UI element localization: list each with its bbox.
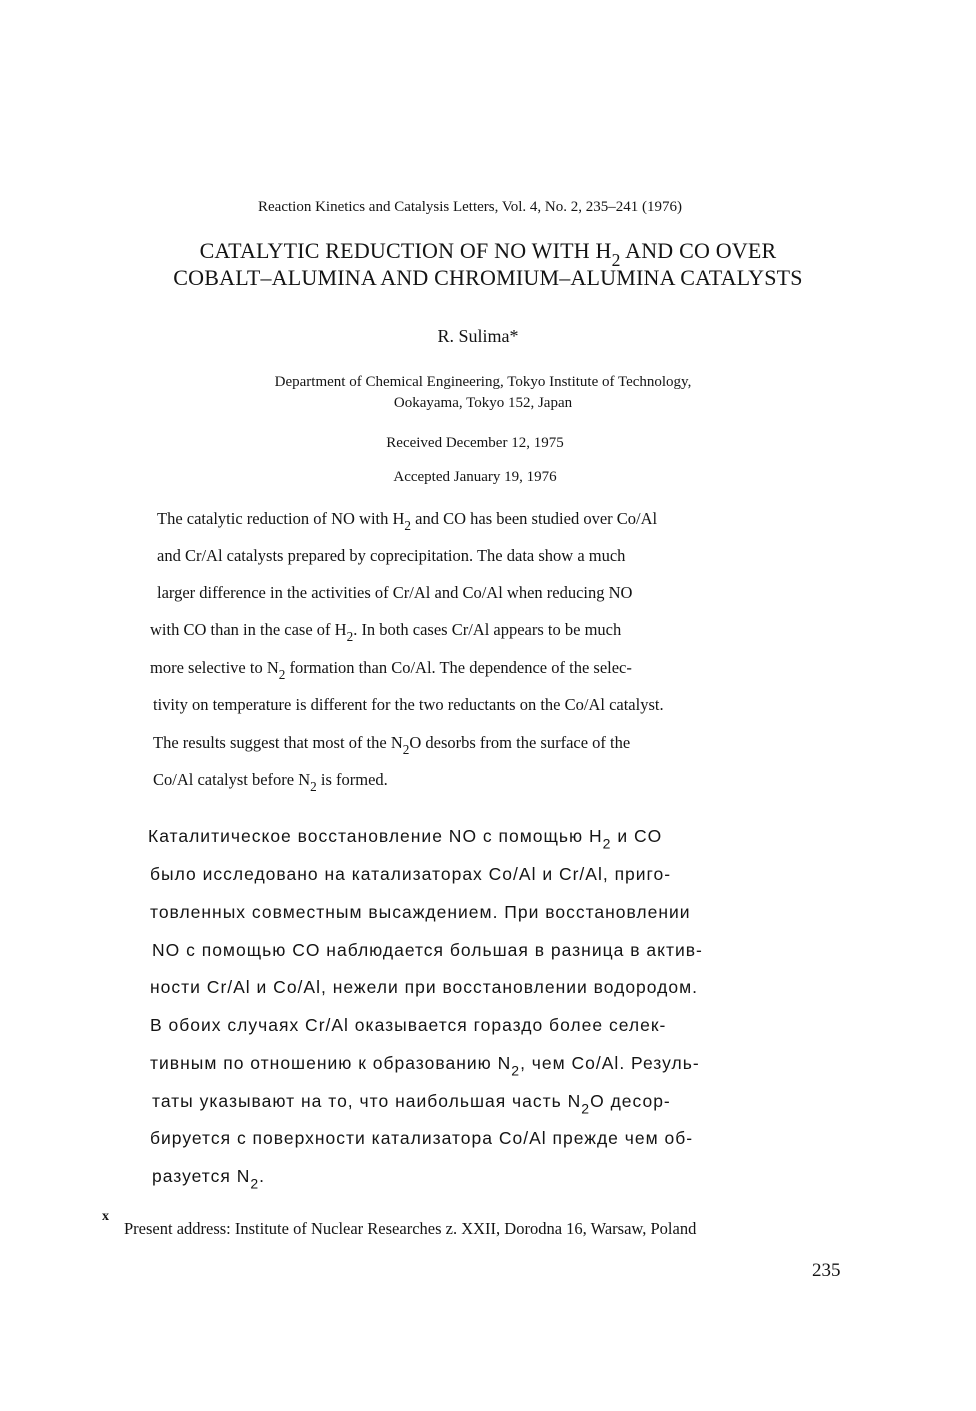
article-title-line-1: CATALYTIC REDUCTION OF NO WITH $H_2$ AND CO OVER bbox=[199, 238, 777, 270]
russian-abstract-line: тивным по отношению к образованию $N_2$, чем Co/Al. Резуль- bbox=[150, 1053, 700, 1079]
russian-abstract-line: Каталитическое восстановление NO с помощью $H_2$ и CO bbox=[148, 826, 663, 852]
russian-abstract-line: бируется с поверхности катализатора Co/Al прежде чем об- bbox=[150, 1128, 694, 1148]
abstract-line: Co/Al catalyst before $N_2$ is formed. bbox=[153, 770, 388, 794]
abstract-line: The catalytic reduction of NO with $H_2$ and CO has been studied over Co/Al bbox=[157, 509, 658, 533]
author: R. Sulima* bbox=[437, 326, 519, 346]
received-date: Received December 12, 1975 bbox=[386, 435, 564, 451]
russian-abstract-line: таты указывают на то, что наибольшая часть $N_2O$ десор- bbox=[152, 1091, 671, 1117]
accepted-date: Accepted January 19, 1976 bbox=[393, 469, 557, 485]
abstract-line: more selective to $N_2$ formation than Co/Al. The dependence of the selec- bbox=[150, 658, 632, 682]
russian-abstract-line: В обоих случаях Cr/Al оказывается гораздо более селек- bbox=[150, 1015, 667, 1035]
footnote-text: Present address: Institute of Nuclear Researches z. XXII, Dorodna 16, Warsaw, Poland bbox=[124, 1219, 697, 1238]
affiliation-line-2: Ookayama, Tokyo 152, Japan bbox=[393, 395, 573, 411]
russian-abstract-line: разуется $N_2$. bbox=[152, 1166, 266, 1192]
russian-abstract-line: товленных совместным высаждением. При восстановлении bbox=[150, 902, 691, 922]
abstract-line: and Cr/Al catalysts prepared by coprecipitation. The data show a much bbox=[157, 546, 626, 565]
abstract-line: with CO than in the case of $H_2$. In both cases Cr/Al appears to be much bbox=[150, 620, 622, 644]
abstract-line: tivity on temperature is different for the two reductants on the Co/Al catalyst. bbox=[153, 695, 664, 714]
footnote-mark: x bbox=[102, 1209, 109, 1224]
affiliation-line-1: Department of Chemical Engineering, Tokyo Institute of Technology, bbox=[274, 374, 692, 390]
russian-abstract-line: было исследовано на катализаторах Co/Al и Cr/Al, приго- bbox=[150, 864, 672, 884]
journal-citation: Reaction Kinetics and Catalysis Letters, Vol. 4, No. 2, 235–241 (1976) bbox=[258, 199, 682, 215]
abstract-line: The results suggest that most of the $N_2O$ desorbs from the surface of the bbox=[153, 733, 631, 757]
page-number: 235 bbox=[812, 1260, 841, 1281]
russian-abstract-line: NO с помощью CO наблюдается большая в разница в актив- bbox=[152, 940, 703, 960]
article-title-line-2: COBALT–ALUMINA AND CHROMIUM–ALUMINA CATALYSTS bbox=[173, 265, 803, 290]
russian-abstract-line: ности Cr/Al и Co/Al, нежели при восстановлении водородом. bbox=[150, 977, 698, 997]
abstract-line: larger difference in the activities of Cr/Al and Co/Al when reducing NO bbox=[157, 583, 633, 602]
